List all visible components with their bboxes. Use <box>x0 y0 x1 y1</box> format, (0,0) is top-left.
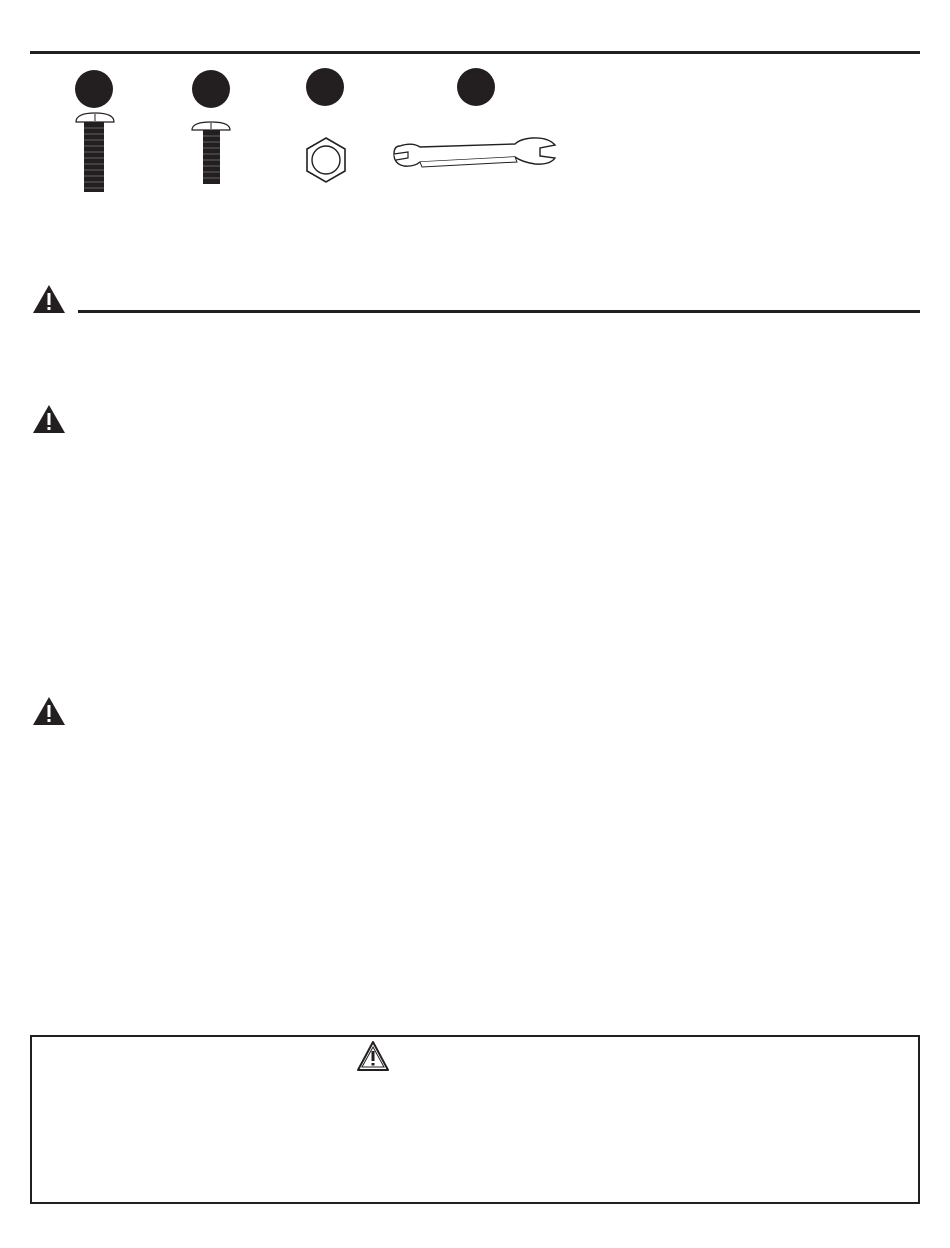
short-screw-icon <box>190 120 232 186</box>
top-rule <box>30 51 920 54</box>
warning-triangle-icon <box>32 284 66 314</box>
hex-nut-icon <box>302 136 350 184</box>
part-badge-1 <box>75 70 113 108</box>
part-badge-4 <box>457 68 495 106</box>
long-screw-icon <box>74 110 116 194</box>
warning-triangle-icon <box>32 696 66 726</box>
warning-section-rule <box>78 310 920 313</box>
part-badge-2 <box>192 70 230 108</box>
warning-triangle-icon <box>32 404 66 434</box>
part-badge-3 <box>306 68 344 106</box>
warning-triangle-outline-icon <box>356 1040 390 1072</box>
wrench-icon <box>390 132 560 178</box>
caution-notice-box <box>30 1035 920 1204</box>
